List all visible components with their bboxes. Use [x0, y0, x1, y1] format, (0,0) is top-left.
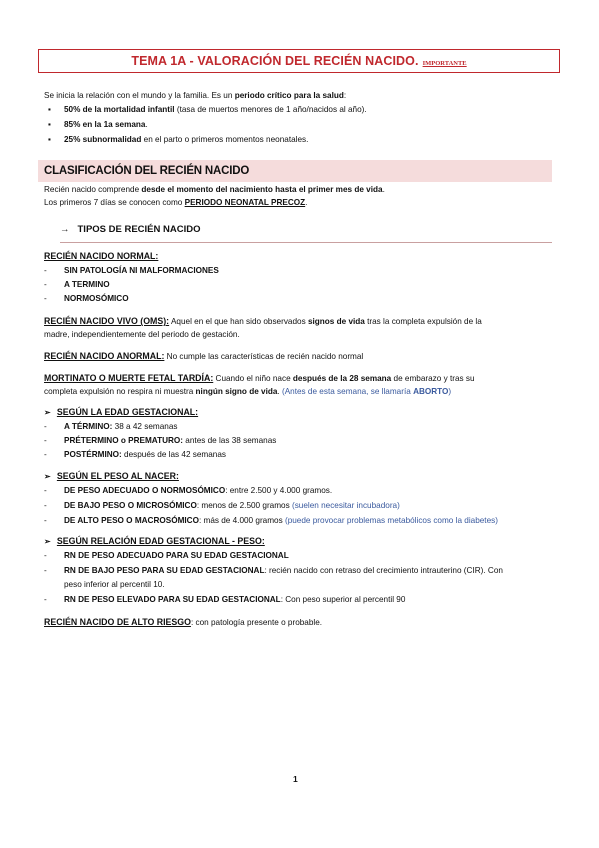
list-item: - DE ALTO PESO O MACROSÓMICO: más de 4.000 gramos (puede provocar problemas metabólicos como la diabetes) [44, 516, 498, 525]
list-item: - A TERMINO [44, 280, 110, 289]
list-item: - DE PESO ADECUADO O NORMOSÓMICO: entre 2.500 y 4.000 gramos. [44, 486, 333, 495]
list-item-continued: peso inferior al percentil 10. [64, 580, 165, 589]
page-number: 1 [293, 774, 298, 784]
list-item: - RN DE BAJO PESO PARA SU EDAD GESTACIONAL: recién nacido con retraso del crecimiento intrauterino (CIR). Con [44, 566, 503, 575]
title-box [38, 49, 560, 73]
intro-line: Se inicia la relación con el mundo y la familia. Es un periodo crítico para la salud: [44, 91, 347, 100]
arrow-right-icon: → [60, 224, 70, 235]
peso-heading: ➢ SEGÚN EL PESO AL NACER: [44, 471, 179, 481]
bullet-icon: ▪ [48, 120, 51, 129]
important-tag: IMPORTANTE [422, 59, 467, 67]
normal-heading: RECIÉN NACIDO NORMAL: [44, 251, 159, 261]
subheading: → TIPOS DE RECIÉN NACIDO [60, 224, 201, 235]
section-heading: CLASIFICACIÓN DEL RECIÉN NACIDO [38, 160, 552, 182]
bullet-icon: ▪ [48, 135, 51, 144]
relacion-heading: ➢ SEGÚN RELACIÓN EDAD GESTACIONAL - PESO: [44, 536, 265, 546]
arrowhead-icon: ➢ [44, 472, 51, 481]
mortinato-line: MORTINATO O MUERTE FETAL TARDÍA: Cuando el niño nace después de la 28 semana de embarazo y tras su [44, 373, 475, 383]
anormal-line: RECIÉN NACIDO ANORMAL: No cumple las características de recién nacido normal [44, 351, 364, 361]
intro-bullet: ▪ 50% de la mortalidad infantil (tasa de muertos menores de 1 año/nacidos al año). [48, 105, 367, 114]
list-item: - PRÉTERMINO o PREMATURO: antes de las 38 semanas [44, 436, 277, 445]
page-title: TEMA 1A - VALORACIÓN DEL RECIÉN NACIDO. [131, 54, 419, 68]
mortinato-line: completa expulsión no respira ni muestra ningún signo de vida. (Antes de esta semana, se llamaría ABORTO) [44, 387, 452, 396]
list-item: - NORMOSÓMICO [44, 294, 129, 303]
arrowhead-icon: ➢ [44, 537, 51, 546]
list-item: - SIN PATOLOGÍA NI MALFORMACIONES [44, 266, 219, 275]
bullet-icon: ▪ [48, 105, 51, 114]
section-line: Recién nacido comprende desde el momento del nacimiento hasta el primer mes de vida. [44, 185, 385, 194]
list-item: - DE BAJO PESO O MICROSÓMICO: menos de 2.500 gramos (suelen necesitar incubadora) [44, 501, 400, 510]
intro-bullet: ▪ 25% subnormalidad en el parto o primeros momentos neonatales. [48, 135, 309, 144]
intro-bullet: ▪ 85% en la 1a semana. [48, 120, 148, 129]
riesgo-line: RECIÉN NACIDO DE ALTO RIESGO: con patología presente o probable. [44, 617, 323, 627]
edad-heading: ➢ SEGÚN LA EDAD GESTACIONAL: [44, 407, 199, 417]
section-line: Los primeros 7 días se conocen como PERIODO NEONATAL PRECOZ. [44, 198, 308, 207]
arrowhead-icon: ➢ [44, 408, 51, 417]
list-item: - A TÉRMINO: 38 a 42 semanas [44, 422, 178, 431]
list-item: - RN DE PESO ADECUADO PARA SU EDAD GESTACIONAL [44, 551, 289, 560]
list-item: - RN DE PESO ELEVADO PARA SU EDAD GESTACIONAL: Con peso superior al percentil 90 [44, 595, 406, 604]
vivo-line: RECIÉN NACIDO VIVO (OMS): Aquel en el que han sido observados signos de vida tras la completa expulsión de la [44, 316, 482, 326]
subheading-rule [60, 242, 552, 243]
vivo-line: madre, independientemente del periodo de gestación. [44, 330, 240, 339]
list-item: - POSTÉRMINO: después de las 42 semanas [44, 450, 227, 459]
